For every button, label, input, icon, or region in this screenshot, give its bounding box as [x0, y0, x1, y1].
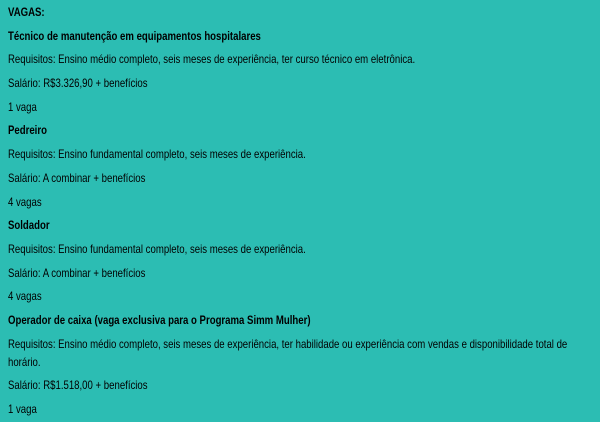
- job-openings: 1 vaga: [8, 402, 37, 416]
- job-listing-pedreiro: [8, 121, 592, 210]
- job-salary: Salário: R$3.326,90 + benefícios: [8, 76, 148, 91]
- job-title: Soldador: [8, 218, 50, 233]
- job-listing-operador-de-caixa: [8, 311, 592, 418]
- job-salary: Salário: A combinar + benefícios: [8, 170, 146, 185]
- job-requirements: Requisitos: Ensino médio completo, seis meses de experiência, ter curso técnico em eletrônica.: [8, 52, 416, 67]
- job-listing-soldador: [8, 216, 592, 305]
- job-requirements: Requisitos: Ensino fundamental completo, seis meses de experiência.: [8, 241, 306, 256]
- job-openings: 1 vaga: [8, 99, 37, 114]
- page-title: VAGAS:: [8, 5, 45, 19]
- job-openings: 4 vagas: [8, 194, 42, 209]
- job-title: Operador de caixa (vaga exclusiva para o Programa Simm Mulher): [8, 312, 311, 327]
- job-salary: Salário: R$1.518,00 + benefícios: [8, 378, 148, 393]
- job-title: Pedreiro: [8, 123, 47, 138]
- job-listing-tecnico: [8, 27, 592, 116]
- job-title: Técnico de manutenção em equipamentos hospitalares: [8, 28, 261, 43]
- job-salary: Salário: A combinar + benefícios: [8, 265, 146, 280]
- job-openings: 4 vagas: [8, 289, 42, 304]
- job-requirements: Requisitos: Ensino fundamental completo, seis meses de experiência.: [8, 147, 306, 162]
- job-requirements: Requisitos: Ensino médio completo, seis meses de experiência, ter habilidade ou experiência com vendas e disponibilidade total de horário.: [8, 336, 568, 369]
